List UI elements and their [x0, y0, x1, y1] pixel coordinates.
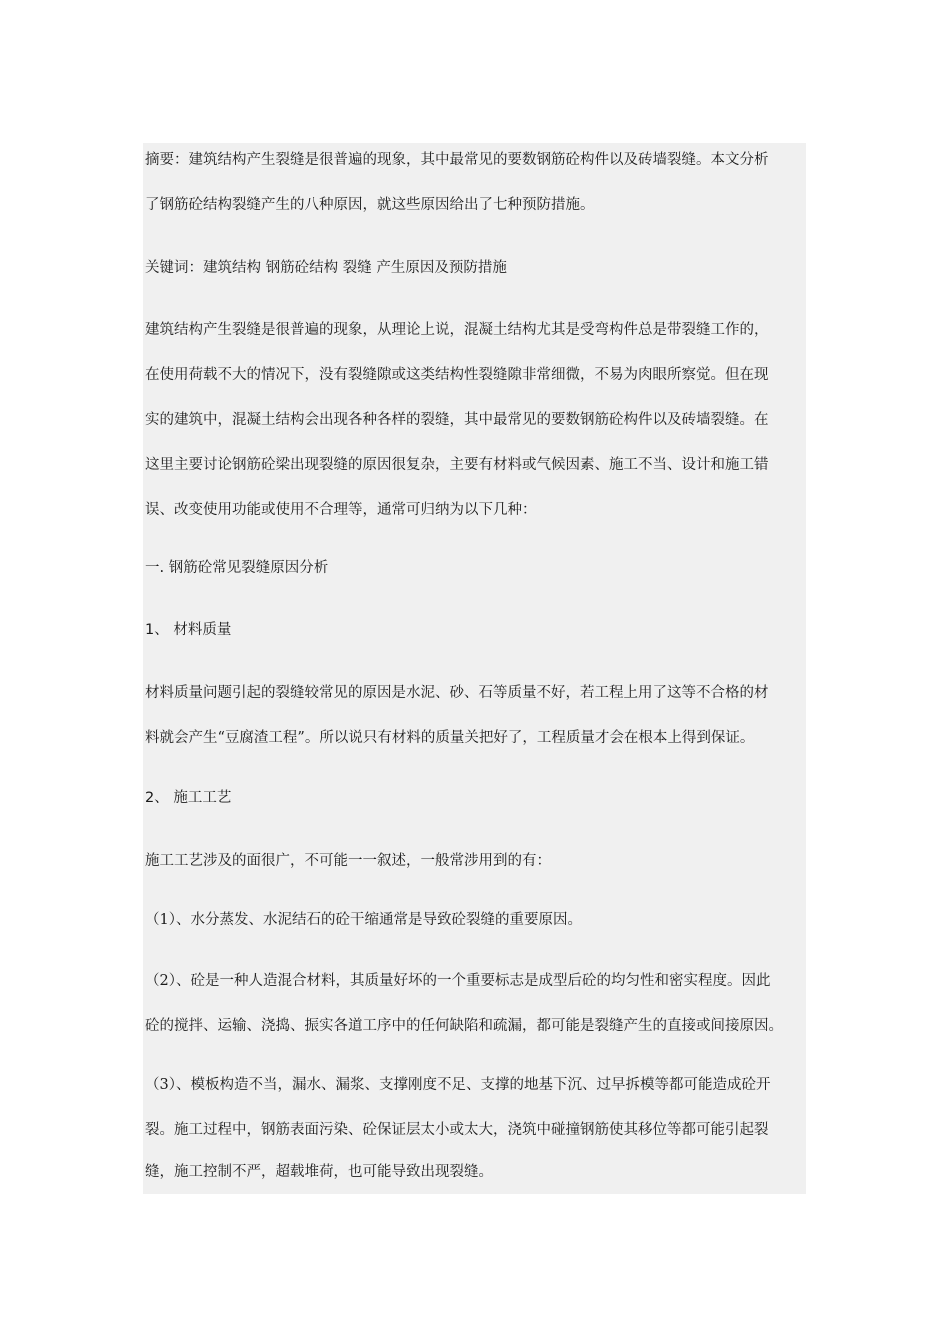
document-body	[143, 143, 806, 1194]
abstract-line-1: 摘要：建筑结构产生裂缝是很普遍的现象，其中最常见的要数钢筋砼构件以及砖墙裂缝。本文分析	[145, 152, 769, 168]
section-1-title: 一. 钢筋砼常见裂缝原因分析	[145, 560, 329, 576]
intro-line-1: 建筑结构产生裂缝是很普遍的现象，从理论上说，混凝土结构尤其是受弯构件总是带裂缝工作的，	[145, 322, 769, 338]
intro-line-3: 实的建筑中，混凝土结构会出现各种各样的裂缝，其中最常见的要数钢筋砼构件以及砖墙裂缝。在	[145, 412, 769, 428]
sub1-body-line-2: 料就会产生“豆腐渣工程”。所以说只有材料的质量关把好了，工程质量才会在根本上得到保证。	[145, 730, 755, 746]
item-1: （1）、水分蒸发、水泥结石的砼干缩通常是导致砼裂缝的重要原因。	[145, 912, 582, 928]
item-3-line-2: 裂。施工过程中，钢筋表面污染、砼保证层太小或太大，浇筑中碰撞钢筋使其移位等都可能引起裂	[145, 1122, 769, 1138]
item-2-line-1: （2）、砼是一种人造混合材料，其质量好坏的一个重要标志是成型后砼的均匀性和密实程度。因此	[145, 973, 771, 989]
intro-line-2: 在使用荷载不大的情况下，没有裂缝隙或这类结构性裂缝隙非常细微，不易为肉眼所察觉。但在现	[145, 367, 769, 383]
subsection-2-title: 2、 施工工艺	[145, 790, 232, 806]
sub2-intro: 施工工艺涉及的面很广，不可能一一叙述，一般常涉用到的有：	[145, 853, 551, 869]
item-3-line-1: （3）、模板构造不当，漏水、漏浆、支撑刚度不足、支撑的地基下沉、过早拆模等都可能造成砼开	[145, 1077, 771, 1093]
keywords: 关键词：建筑结构 钢筋砼结构 裂缝 产生原因及预防措施	[145, 260, 507, 276]
subsection-1-title: 1、 材料质量	[145, 622, 232, 638]
intro-line-5: 误、改变使用功能或使用不合理等，通常可归纳为以下几种：	[145, 502, 537, 518]
abstract-line-2: 了钢筋砼结构裂缝产生的八种原因，就这些原因给出了七种预防措施。	[145, 197, 595, 213]
item-3-line-3: 缝，施工控制不严，超载堆荷，也可能导致出现裂缝。	[145, 1164, 493, 1180]
intro-line-4: 这里主要讨论钢筋砼梁出现裂缝的原因很复杂，主要有材料或气候因素、施工不当、设计和施工错	[145, 457, 769, 473]
item-2-line-2: 砼的搅拌、运输、浇捣、振实各道工序中的任何缺陷和疏漏，都可能是裂缝产生的直接或间接原因。	[145, 1018, 783, 1034]
sub1-body-line-1: 材料质量问题引起的裂缝较常见的原因是水泥、砂、石等质量不好，若工程上用了这等不合格的材	[145, 685, 769, 701]
